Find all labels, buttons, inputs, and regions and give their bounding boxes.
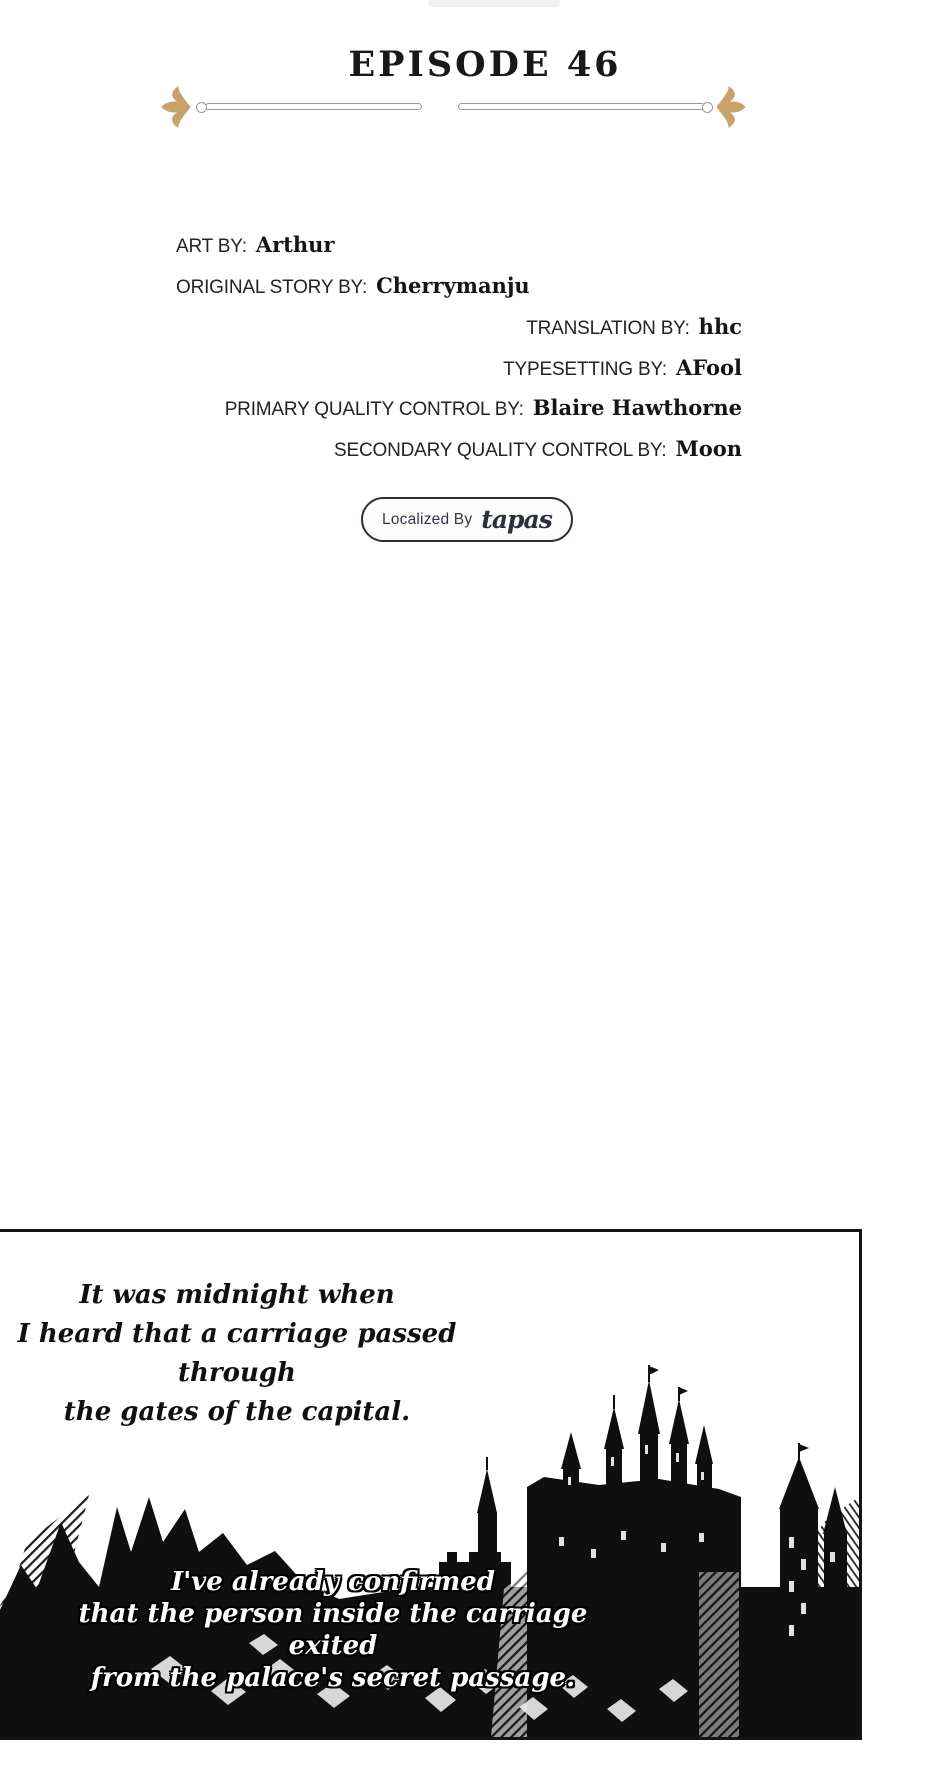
credit-value: Cherrymanju [376, 273, 530, 298]
previous-panel-edge [428, 0, 560, 7]
narration-line: the gates of the capital. [63, 1397, 411, 1427]
credit-label: PRIMARY QUALITY CONTROL BY: [224, 399, 524, 420]
credit-value: Moon [675, 435, 742, 461]
episode-title: EPISODE 46 [348, 44, 622, 85]
credit-value: Arthur [255, 232, 335, 257]
localized-by-tapas-badge [361, 497, 573, 542]
credits-left-block [176, 232, 530, 314]
divider-end-circle [702, 102, 713, 113]
credit-label: TRANSLATION BY: [526, 318, 690, 339]
narration-line: It was midnight when [79, 1280, 395, 1310]
narration-line: that the person inside the carriage exited [78, 1599, 588, 1661]
credit-value: Blaire Hawthorne [532, 395, 742, 420]
credit-label: ORIGINAL STORY BY: [176, 277, 368, 298]
divider-bar [205, 103, 422, 110]
credit-row-art [176, 232, 530, 273]
narration-line: from the palace's secret passage. [90, 1663, 576, 1693]
credit-row-translation [225, 314, 742, 355]
comic-panel [0, 1229, 862, 1740]
palmette-ornament-icon [159, 86, 193, 128]
badge-prefix-label: Localized By [382, 510, 473, 528]
credit-value: hhc [698, 314, 742, 339]
narration-caption-bottom [78, 1566, 588, 1694]
palmette-ornament-icon [714, 86, 748, 128]
divider-bar [458, 103, 705, 110]
credit-row-primary-qc [225, 395, 742, 436]
narration-line: I've already confirmed [171, 1567, 495, 1597]
credit-value: AFool [675, 354, 742, 380]
credits-right-block [225, 314, 742, 476]
divider-end-circle [196, 102, 207, 113]
tapas-logo: tapas [481, 505, 552, 534]
credit-row-secondary-qc [225, 436, 742, 477]
credit-row-story [176, 273, 530, 314]
credit-label: ART BY: [176, 236, 247, 257]
credit-label: TYPESETTING BY: [503, 358, 667, 380]
credit-row-typesetting [225, 355, 742, 396]
credit-label: SECONDARY QUALITY CONTROL BY: [334, 439, 667, 461]
narration-line: I heard that a carriage passed through [17, 1319, 457, 1388]
